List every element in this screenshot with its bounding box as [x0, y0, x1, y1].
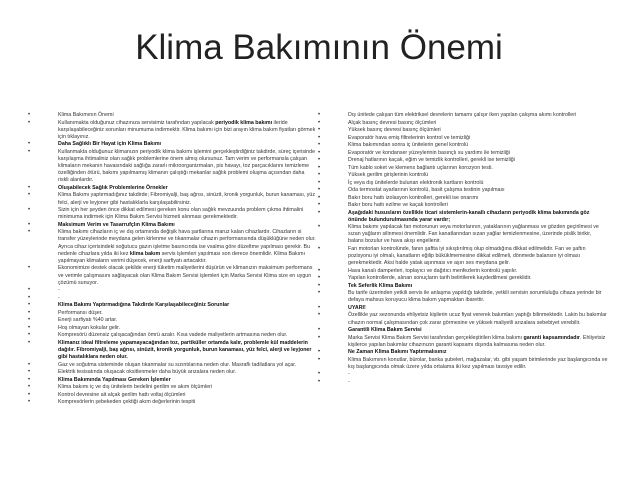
item-text: Klima bakımı iç ve dış ünitelerin bedelini gerilim ve akım ölçümleri	[58, 384, 212, 390]
item-text: servis işlemleri yapılması son derece önemlidir. Klima Bakımı yapılmayan klimaların verimi düşecek, enerji sarfiyatı artacaktır.	[58, 250, 306, 264]
list-item	[318, 157, 608, 164]
item-text: Yüksek gerilim girişlerinin kontrolü	[348, 172, 429, 178]
list-item	[28, 302, 316, 309]
list-item	[318, 312, 608, 326]
item-text: -	[348, 378, 350, 385]
list-item	[28, 332, 316, 339]
item-text: Marka Servisi Klima Bakım Servisi tarafından gerçekleştirilen klima bakımı	[348, 334, 524, 341]
item-text: Klima Bakımının Önemi	[58, 112, 114, 118]
item-text: . Ehliyetsiz kişilerce yapılan bakımlar cihazınızın garanti kapsamı dışında kalmasına neden olur.	[348, 334, 606, 348]
item-text: Evaporatör hava emiş filtrelerinin kontrol ve temizliği	[348, 134, 471, 141]
item-text: Bakır boru hattı izolasyon kontrolleri, gerekli ise onarımı	[348, 194, 479, 201]
item-text: İç veya dış ünitelerde bulunan elektronik kartların kontrolü	[348, 179, 484, 186]
bold-text: garanti kapsamındadır	[523, 334, 580, 341]
item-text: Bakır boru hattı ezilme ve kaçak kontrolleri	[348, 202, 448, 208]
bold-text: Tek Seferlik Klima Bakımı	[348, 282, 413, 289]
list-item	[28, 192, 316, 206]
list-item	[318, 142, 608, 149]
list-item	[28, 310, 316, 317]
item-text: Yüksek basınç devresi basınç ölçümleri	[348, 127, 441, 133]
item-text: Fan motorları kontrolünde, fanın şaftta iyi sıkıştırılmış olup olmadığına dikkat edilmelidir. Fan ve şaftın pozisyonu iyi olmalı, kanatların eğilip büküklmemesine dikkat edilmeli, dönmede balansın iyi olması gerekmektedir. Aksi halde yatak aşınması ve aşırı ses meydana gelir.	[348, 245, 586, 267]
item-text: Dış ünitede çalışan tüm elektriksel devrelerin tamamı çalışır iken yapılan çalışma akımı kontrolleri	[348, 112, 577, 118]
list-item	[318, 371, 608, 378]
item-text: Özellikle yaz sezonunda ehliyetsiz kişilerin ucuz fiyat vererek bakımları yaptığı bilinmektedir. Lakin bu bakımlar cihazın normal çalışmasından çok zarar görmesine ve yüksek maliyetli arızalara sebebiyet verebilir.	[348, 312, 607, 326]
bold-text: Daha Sağlıklı Bir Hayat için Klima Bakımı	[58, 141, 162, 148]
item-text: Klima Bakımının konutlar, bürolar, banka şubeleri, mağazalar, vb. gibi yaşam birimlerinde yaz başlangıcında ve kış başlangıcında olmak üzere yılda ortalama iki kez yapılması tavsiye edilir.	[348, 356, 608, 370]
list-item	[28, 317, 316, 324]
item-text: Yapılan kontrollerde, alınan sonuçların tarih belirtilerek kaydedilmesi gereklidir.	[348, 275, 532, 282]
bold-text: klima bakım	[129, 250, 161, 257]
item-text: Kontrol devresine ait alçak gerilim hattı voltaj ölçümleri	[58, 391, 186, 398]
list-item	[318, 283, 608, 290]
list-item	[28, 287, 316, 294]
list-item	[318, 335, 608, 349]
item-text: Tüm kablo soket ve klemens bağlantı uçlarının korozyon testi.	[348, 164, 493, 171]
list-item	[28, 384, 316, 391]
item-text: Bu tarife üzerinden yetkili servis ile anlaşma yapıldığı takdirde, yetkili servisin sorumluluğu cihaza yerinde bir defaya mahsus koruyucu klima bakım yapmaktan ibarettir.	[348, 290, 602, 304]
item-text: Hava kanalı damperleri, toplayıcı ve dağıtıcı menfezlerin kontrolü yapılır.	[348, 267, 518, 274]
item-text: Kullanımakta olduğunuz cihazınıza servisimiz tarafından yapılacak	[58, 119, 216, 126]
item-text: Kompresörlerin şebekeden çektiği akım değerlerinin tespiti	[58, 399, 196, 405]
bold-text: UYARI!	[348, 304, 366, 311]
list-item	[28, 229, 316, 265]
list-item	[28, 112, 316, 119]
item-text: Elektrik tesisatında oluşacak oksitlenmeler daha büyük arızalara neden olur.	[58, 369, 237, 375]
bold-text: periyodik klima bakımı	[215, 119, 273, 126]
list-item	[318, 379, 608, 386]
list-item	[318, 202, 608, 209]
list-item	[318, 180, 608, 187]
list-item	[318, 357, 608, 371]
item-text: Kullanmakta olduğunuz klimanızın periyodik klima bakımı işlemini gerçekleştirdiğiniz takdirde, süreç içerisinde karşılaşma ihtimaliniz olan sağlık problemlerine önem almış olursunuz. Tam verim ve performansla çalışan klimaların mekanın havasındaki sağlığa zararlı mikroorganizmaları, pis havayı, toz parçacıklarını temizleme özelliğinden ötürü, bakımı yapılmamış klimanın çalıştığı mekanlar sağlık problemi oluşma açısından daha riskli alanlardır.	[58, 148, 316, 184]
item-text: Drenaj hatlarının kaçak, eğim ve temizlik kontrolleri, gerekli ise temizliği	[348, 157, 515, 163]
list-item	[318, 224, 608, 245]
item-text: Hoş olmayan kokular gelir.	[58, 324, 121, 331]
item-text: ileride karşılaşabileceğiniz sorunları minumuma indirmektir. Klima bakımı için bizi arayın klima bakım fiyatları görmek için tıklayınız.	[58, 119, 316, 140]
list-item	[28, 185, 316, 192]
list-item	[318, 290, 608, 304]
list-item	[318, 120, 608, 127]
list-item	[28, 377, 316, 384]
list-item	[318, 195, 608, 202]
bold-text: Oluşabilecek Sağlık Problemlerine Örnekler	[58, 184, 168, 191]
bold-text: Ne Zaman Klima Bakımı Yaptırmalısınız	[348, 349, 447, 356]
list-item	[28, 265, 316, 286]
item-text: -	[58, 287, 60, 294]
item-text: Gaz ve soğutma sisteminde oluşan tıkanmalar su sızıntılarına neden olur. Masraflı tadilatlara yol açar.	[58, 361, 297, 368]
list-item	[318, 112, 608, 119]
item-text: Alçak basınç devresi basınç ölçümleri	[348, 119, 437, 126]
list-item	[318, 187, 608, 194]
list-item	[28, 295, 316, 302]
list-item	[28, 120, 316, 141]
list-item	[318, 165, 608, 172]
list-item	[28, 222, 316, 229]
item-text: Kompresörü düzensiz çalışacağından ömrü azalır. Kısa vadede maliyetlerin artmasına neden olur.	[58, 332, 288, 339]
list-item	[318, 327, 608, 334]
item-text: Klima Bakımı yaptırmadığınız takdirde; Fibromiyalji, baş ağrısı, sinüzit, kronik yorgunluk, burun kanaması, yüz felci, alerji ve leyjoner gibi hastalıklarla karşılaşabilirsiniz.	[58, 192, 316, 206]
bold-text: Garantili Klima Bakım Servisi	[348, 327, 422, 334]
item-text: Evaporatör ve kondanser yüzeylerinin basınçlı su yardımı ile temizliği	[348, 149, 510, 156]
list-item	[318, 172, 608, 179]
item-text: Klima bakımı yapılacak fan motorunun veya motorlarının, yataklarının yağlanması ve gözden geçirilmesi ve sızan yağların silinmesi önemlidir. Fan kanatlarından sızan yağlar temizlenmesine, üzerinde pislik birikir, balans bozulur ve hava akışı engellenir.	[348, 224, 599, 245]
list-item	[28, 207, 316, 221]
left-column-list	[28, 112, 316, 407]
bold-text: Maksimum Verim ve Tasarrufçlın Klima Bakımı	[58, 221, 175, 228]
list-item	[318, 210, 608, 224]
right-column-list	[318, 112, 608, 386]
list-item	[28, 399, 316, 406]
list-item	[28, 340, 316, 361]
list-item	[318, 275, 608, 282]
list-item	[28, 325, 316, 332]
bold-text: Aşağıdaki hususların özellikle ticari sistemlerin-kanallı cihazların periyodik klima bakımında göz önünde bulundurulmasında yarar vardır;	[348, 209, 590, 223]
item-text: Oda termostat ayarlarının kontrolü, basit çalışma testinin yapılması	[348, 187, 505, 193]
list-item	[28, 141, 316, 148]
item-text: Ekonomimize destek olacak şekilde enerji tüketim maliyetlerini düşürün ve klimanızın maksimum performans ve verimle çalışmasını sağlayacak olan Klima Bakım Servisi işlemleri için Marka Servisi Klima size en uygun çözümü sunuyor.	[58, 265, 313, 286]
item-text: Enerji sarfiyatı %40 artar.	[58, 317, 118, 324]
item-text: -	[348, 371, 350, 378]
list-item	[318, 246, 608, 267]
bold-text: Klima Bakımı Yaptırmadığına Takdirde Karşılaşabileceğiniz Sorunlar	[58, 302, 230, 309]
list-item	[318, 127, 608, 134]
list-item	[28, 362, 316, 369]
list-item	[318, 150, 608, 157]
page-title: Klima Bakımının Önemi	[135, 28, 503, 67]
list-item	[318, 135, 608, 142]
list-item	[28, 392, 316, 399]
item-text: Klima bakımı cihazların iç ve dış ortamında değişik hava şartlarına maruz kalan cihazlardır. Cihazların si transfer yüzeylerinde meydana gelen kirlenme ve tıkanmalar cihazın performansında düşüklüğüne neden olur. Ayrıca cihaz içerisindeki soğutucu gazın işletme basıncında ise vsalma göre düzeltme yapılması gerekir. Bu nedenle cihazlara yılda iki kez	[58, 229, 316, 257]
bold-text: Klima Bakımında Yapılması Gereken İşlemler	[58, 376, 171, 383]
list-item	[28, 369, 316, 376]
bold-text: Klimanız ideal filtreleme yapamayacağından toz, partiküller ortamda kalır, problemle kül maddelerin dağılır. Fibromiyalji, baş ağrısı, sinüzit, kronik yorgunluk, burun kanaması, yüz felci, alerji ve leyjoner gibi hastalıklara neden olur.	[58, 339, 312, 360]
item-text: -	[58, 294, 60, 301]
list-item	[28, 149, 316, 185]
item-text: Sizin için her şeyden önce dikkat edilmesi gereken konu olan sağlık mevzuunda problem çıkma ihtimalini minimuma indirmek için Klima Bakım Servisi hizmeti alınması gerekmektedir.	[58, 207, 304, 221]
list-item	[318, 268, 608, 275]
item-text: Performansı düşer.	[58, 309, 103, 316]
item-text: Klima bakımından sonra iç ünitelerin genel kontrolü	[348, 142, 469, 148]
list-item	[318, 349, 608, 356]
